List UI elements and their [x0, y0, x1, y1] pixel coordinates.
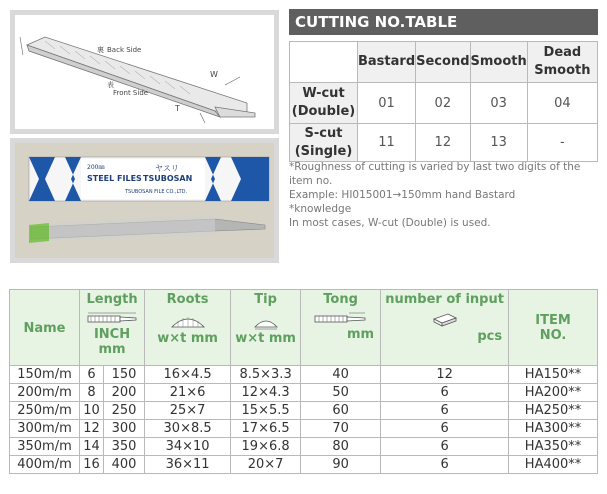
- product-photo-frame: [10, 138, 279, 263]
- cutting-cell: 01: [358, 83, 416, 124]
- cutting-notes: [289, 160, 607, 230]
- row-roots: 30×8.5: [145, 420, 231, 438]
- front-side-label: Front Side: [113, 89, 149, 97]
- box-katakana: ヤスリ: [155, 164, 179, 173]
- row-roots: 25×7: [145, 402, 231, 420]
- file-diagram: [15, 15, 274, 129]
- row-roots: 21×6: [145, 384, 231, 402]
- back-side-label: Back Side: [107, 46, 142, 54]
- row-mm: 250: [104, 402, 145, 420]
- cutting-cell: 11: [358, 124, 416, 162]
- row-tip: 12×4.3: [231, 384, 301, 402]
- note-knowledge: *knowledge: [289, 203, 352, 215]
- row-input: 6: [381, 456, 509, 474]
- row-item-no: HA150**: [509, 366, 598, 384]
- row-roots: 34×10: [145, 438, 231, 456]
- cutting-row-label-s: S-cut (Single): [290, 124, 358, 162]
- header-roots-label: Roots: [166, 292, 209, 307]
- items-table: [9, 289, 598, 474]
- row-mm: 400: [104, 456, 145, 474]
- header-tip-label: Tip: [254, 292, 277, 307]
- length-file-icon: [86, 311, 138, 327]
- cutting-cell: -: [527, 124, 597, 162]
- note-example: Example: HI015001→150mm hand Bastard: [289, 189, 516, 201]
- cutting-cell: 13: [470, 124, 527, 162]
- row-inch: 6: [80, 366, 104, 384]
- row-tong: 80: [301, 438, 381, 456]
- back-kanji-label: 裏: [97, 46, 104, 54]
- row-input: 12: [381, 366, 509, 384]
- header-tong-label: Tong: [323, 292, 358, 307]
- header-roots: [145, 290, 231, 366]
- cutting-cell: 03: [470, 83, 527, 124]
- file-diagram-frame: [10, 10, 279, 134]
- package-icon: [430, 311, 460, 329]
- row-name: 300m/m: [10, 420, 80, 438]
- row-inch: 12: [80, 420, 104, 438]
- row-tip: 15×5.5: [231, 402, 301, 420]
- row-tong: 40: [301, 366, 381, 384]
- row-name: 350m/m: [10, 438, 80, 456]
- header-length-units: INCH mm: [93, 327, 131, 357]
- row-name: 250m/m: [10, 402, 80, 420]
- row-item-no: HA300**: [509, 420, 598, 438]
- product-photo-illustration: [15, 143, 274, 258]
- row-name: 150m/m: [10, 366, 80, 384]
- row-item-no: HA400**: [509, 456, 598, 474]
- header-input-units: pcs: [477, 329, 503, 344]
- box-size-label: 200㎜: [87, 164, 105, 171]
- row-tip: 19×6.8: [231, 438, 301, 456]
- product-photo: [15, 143, 274, 258]
- header-input-label: number of input: [385, 292, 504, 307]
- row-mm: 300: [104, 420, 145, 438]
- row-tong: 60: [301, 402, 381, 420]
- roots-section-icon: [168, 311, 208, 331]
- row-tong: 90: [301, 456, 381, 474]
- row-mm: 150: [104, 366, 145, 384]
- cutting-row-label-w: W-cut (Double): [290, 83, 358, 124]
- row-input: 6: [381, 438, 509, 456]
- row-inch: 10: [80, 402, 104, 420]
- cutting-cell: 02: [416, 83, 470, 124]
- row-input: 6: [381, 384, 509, 402]
- cutting-header-bastard: Bastard: [358, 42, 416, 83]
- box-brand: TSUBOSAN: [143, 174, 193, 183]
- row-inch: 14: [80, 438, 104, 456]
- tong-file-icon: [313, 311, 369, 327]
- note-most-cases: In most cases, W-cut (Double) is used.: [289, 217, 491, 229]
- row-mm: 350: [104, 438, 145, 456]
- row-tong: 70: [301, 420, 381, 438]
- row-roots: 36×11: [145, 456, 231, 474]
- row-mm: 200: [104, 384, 145, 402]
- cutting-header-smooth: Smooth: [470, 42, 527, 83]
- cutting-header-dead-smooth: Dead Smooth: [527, 42, 597, 83]
- thickness-label: T: [175, 104, 180, 113]
- front-kanji-label: 表: [107, 81, 114, 89]
- cutting-table-corner: [290, 42, 358, 83]
- table-row: [10, 366, 598, 384]
- header-tip: [231, 290, 301, 366]
- table-row: [10, 438, 598, 456]
- cutting-cell: 04: [527, 83, 597, 124]
- header-name: Name: [10, 290, 80, 366]
- header-roots-units: w×t mm: [157, 331, 218, 346]
- table-row: [10, 384, 598, 402]
- header-input: [381, 290, 509, 366]
- row-item-no: HA200**: [509, 384, 598, 402]
- cutting-cell: 12: [416, 124, 470, 162]
- row-item-no: HA250**: [509, 402, 598, 420]
- cutting-table-title: CUTTING NO.TABLE: [289, 9, 598, 35]
- row-tip: 8.5×3.3: [231, 366, 301, 384]
- row-input: 6: [381, 402, 509, 420]
- header-tong-units: mm: [347, 327, 375, 342]
- row-roots: 16×4.5: [145, 366, 231, 384]
- row-item-no: HA350**: [509, 438, 598, 456]
- header-tong: [301, 290, 381, 366]
- row-inch: 16: [80, 456, 104, 474]
- header-length: [80, 290, 145, 366]
- row-name: 200m/m: [10, 384, 80, 402]
- header-tip-units: w×t mm: [235, 331, 296, 346]
- header-item-no: ITEM NO.: [509, 290, 598, 366]
- row-input: 6: [381, 420, 509, 438]
- row-tip: 17×6.5: [231, 420, 301, 438]
- cutting-table: [289, 41, 598, 162]
- row-inch: 8: [80, 384, 104, 402]
- box-company: TSUBOSAN FILE CO.,LTD.: [125, 189, 188, 195]
- row-tip: 20×7: [231, 456, 301, 474]
- header-length-label: Length: [86, 292, 138, 307]
- table-row: [10, 402, 598, 420]
- width-label: W: [210, 70, 218, 79]
- row-name: 400m/m: [10, 456, 80, 474]
- tip-section-icon: [251, 313, 281, 331]
- table-row: [10, 456, 598, 474]
- note-roughness: *Roughness of cutting is varied by last two digits of the item no.: [289, 161, 581, 187]
- box-steel-files: STEEL FILES: [87, 174, 142, 183]
- row-tong: 50: [301, 384, 381, 402]
- table-row: [10, 420, 598, 438]
- file-diagram-illustration: [15, 15, 274, 129]
- cutting-header-second: Second: [416, 42, 470, 83]
